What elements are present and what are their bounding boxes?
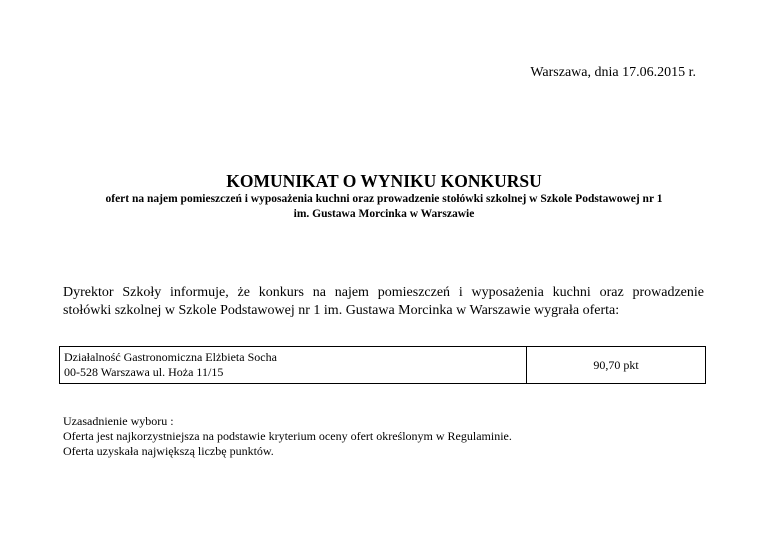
- winner-cell: [60, 347, 527, 384]
- document-date: Warszawa, dnia 17.06.2015 r.: [530, 65, 696, 80]
- intro-line-2: stołówki szkolnej w Szkole Podstawowej nr 1 im. Gustawa Morcinka w Warszawie wygrała oferta:: [63, 303, 620, 318]
- document-subtitle: [0, 192, 768, 222]
- intro-line-1: Dyrektor Szkoły informuje, że konkurs na najem pomieszczeń i wyposażenia kuchni oraz prowadzenie: [63, 285, 704, 300]
- justification-line-2: Oferta uzyskała największą liczbę punktów.: [63, 444, 274, 458]
- justification-heading: Uzasadnienie wyboru :: [63, 414, 174, 428]
- document-title: KOMUNIKAT O WYNIKU KONKURSU: [226, 171, 542, 191]
- result-table: [59, 346, 706, 384]
- result-row: [60, 347, 706, 384]
- intro-paragraph: [63, 284, 704, 320]
- justification-line-1: Oferta jest najkorzystniejsza na podstawie kryterium oceny ofert określonym w Regulaminie.: [63, 429, 512, 443]
- subtitle-line-1: ofert na najem pomieszczeń i wyposażenia kuchni oraz prowadzenie stołówki szkolnej w Szkole Podstawowej nr 1: [105, 193, 663, 205]
- subtitle-line-2: im. Gustawa Morcinka w Warszawie: [293, 208, 475, 220]
- winner-name: Działalność Gastronomiczna Elżbieta Socha: [64, 350, 277, 364]
- justification-section: [63, 414, 512, 459]
- winner-address: 00-528 Warszawa ul. Hoża 11/15: [64, 365, 224, 379]
- score-cell: 90,70 pkt: [527, 347, 706, 384]
